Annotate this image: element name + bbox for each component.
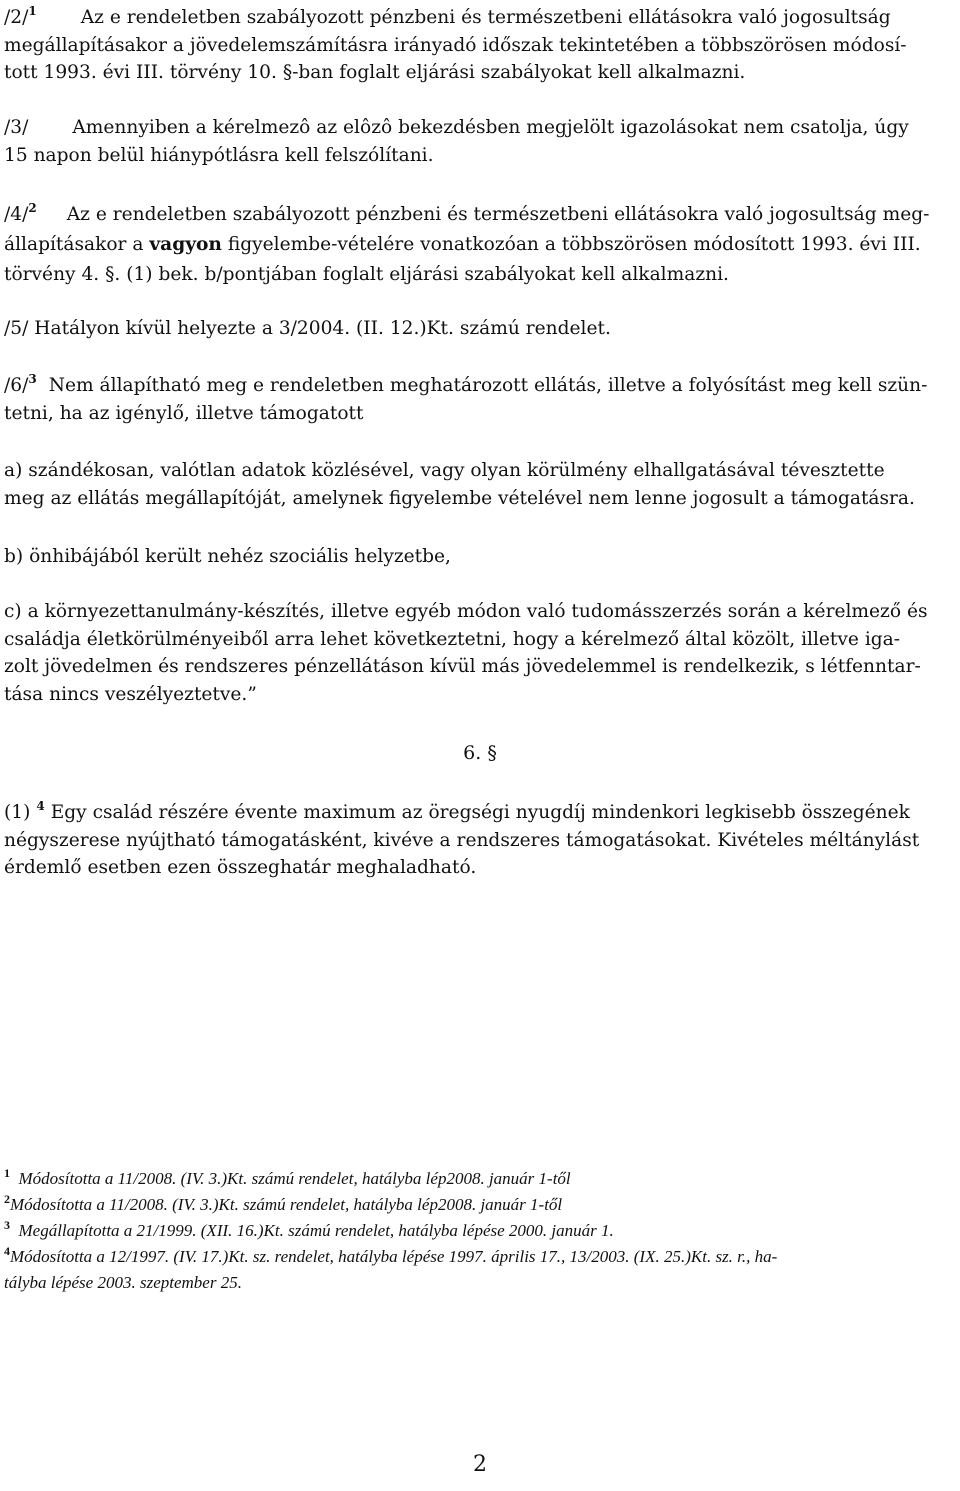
footnote-ref: 3	[28, 372, 37, 386]
paragraph-number: /3/	[4, 117, 29, 138]
footnote-4: $^4$Módosította a 12/1997. (IV. 17.)Kt. sz. rendelet, hatályba lépése 1997. április 17., 13/2003. (IX. 25.)Kt. sz. r., ha- tályba lépése 2003. szeptember 25.	[4, 1244, 778, 1292]
text-line: tott 1993. évi III. törvény 10. §-ban foglalt eljárási szabályokat kell alkalmazni.	[4, 62, 746, 83]
paragraph-3	[4, 114, 956, 169]
paragraph-number: /4/	[4, 204, 29, 225]
text-line: megállapításakor a jövedelemszámításra irányadó időszak tekintetében a többszörösen módosí-	[4, 34, 907, 56]
text-line: törvény 4. §. (1) bek. b/pontjában foglalt eljárási szabályokat kell alkalmazni.	[4, 264, 729, 285]
text-line: családja életkörülményeiből arra lehet következtetni, hogy a kérelmező által közölt, illetve iga-	[4, 628, 901, 650]
text-line: Az e rendeletben szabályozott pénzbeni és természetbeni ellátásokra való jogosultság meg-	[66, 204, 930, 225]
text-line: tetni, ha az igénylő, illetve támogatott	[4, 402, 364, 424]
paragraph-number: /2/	[4, 7, 29, 28]
paragraph-4	[4, 200, 956, 290]
text-segment: figyelembe-vételére vonatkozóan a többszörösen módosított 1993. évi III.	[221, 234, 921, 255]
footnote-ref: 4	[36, 799, 45, 813]
item-c	[4, 598, 956, 708]
text-line: négyszerese nyújtható támogatásként, kivéve a rendszeres támogatásokat. Kivételes méltánylást	[4, 829, 920, 851]
item-a	[4, 457, 956, 512]
text-line: meg az ellátás megállapítóját, amelynek figyelembe vételével nem lenne jogosult a támogatásra.	[4, 487, 915, 509]
text-segment: állapításakor a	[4, 234, 150, 255]
paragraph-5	[4, 315, 956, 343]
text-line: /5/ Hatályon kívül helyezte a 3/2004. (II. 12.)Kt. számú rendelet.	[4, 318, 611, 339]
text-line: a) szándékosan, valótlan adatok közlésével, vagy olyan körülmény elhallgatásával tévesztette	[4, 460, 885, 481]
footnote-ref: 1	[28, 4, 37, 18]
item-b	[4, 543, 956, 571]
text-line: 15 napon belül hiánypótlásra kell felszólítani.	[4, 144, 434, 166]
paragraph-number: (1)	[4, 802, 31, 823]
paragraph-number: /6/	[4, 375, 29, 396]
text-line: tása nincs veszélyeztetve.”	[4, 683, 257, 705]
text-line: érdemlő esetben ezen összeghatár meghaladható.	[4, 857, 477, 878]
footnote-1: $^1$ Módosította a 11/2008. (IV. 3.)Kt. számú rendelet, hatályba lép2008. január 1-től	[4, 1166, 571, 1188]
paragraph-2	[4, 4, 956, 87]
text-line: b) önhibájából került nehéz szociális helyzetbe,	[4, 546, 451, 567]
text-line: Amennyiben a kérelmezô az elôzô bekezdésben megjelölt igazolásokat nem csatolja, úgy	[72, 117, 909, 138]
bold-term: vagyon	[149, 234, 222, 255]
section-heading: 6. §	[463, 742, 497, 764]
text-line: c) a környezettanulmány-készítés, illetve egyéb módon való tudomásszerzés során a kérelmező és	[4, 601, 928, 622]
text-line: zolt jövedelmen és rendszeres pénzellátáson kívül más jövedelemmel is rendelkezik, s létfenntar-	[4, 656, 921, 677]
page-number: 2	[473, 1452, 487, 1477]
section-6-paragraph-1	[4, 799, 956, 882]
footnote-2: $^2$Módosította a 11/2008. (IV. 3.)Kt. számú rendelet, hatályba lép2008. január 1-től	[4, 1192, 563, 1214]
footnotes	[4, 1166, 956, 1296]
text-line: Az e rendeletben szabályozott pénzbeni és természetbeni ellátásokra való jogosultság	[80, 7, 891, 28]
text-line: Egy család részére évente maximum az öregségi nyugdíj mindenkori legkisebb összegének	[50, 802, 910, 823]
paragraph-6	[4, 372, 956, 427]
text-line: Nem állapítható meg e rendeletben meghatározott ellátás, illetve a folyósítást meg kell szün-	[48, 375, 928, 396]
footnote-ref: 2	[28, 201, 37, 215]
footnote-3: $^3$ Megállapította a 21/1999. (XII. 16.)Kt. számú rendelet, hatályba lépése 2000. január 1.	[4, 1218, 614, 1240]
